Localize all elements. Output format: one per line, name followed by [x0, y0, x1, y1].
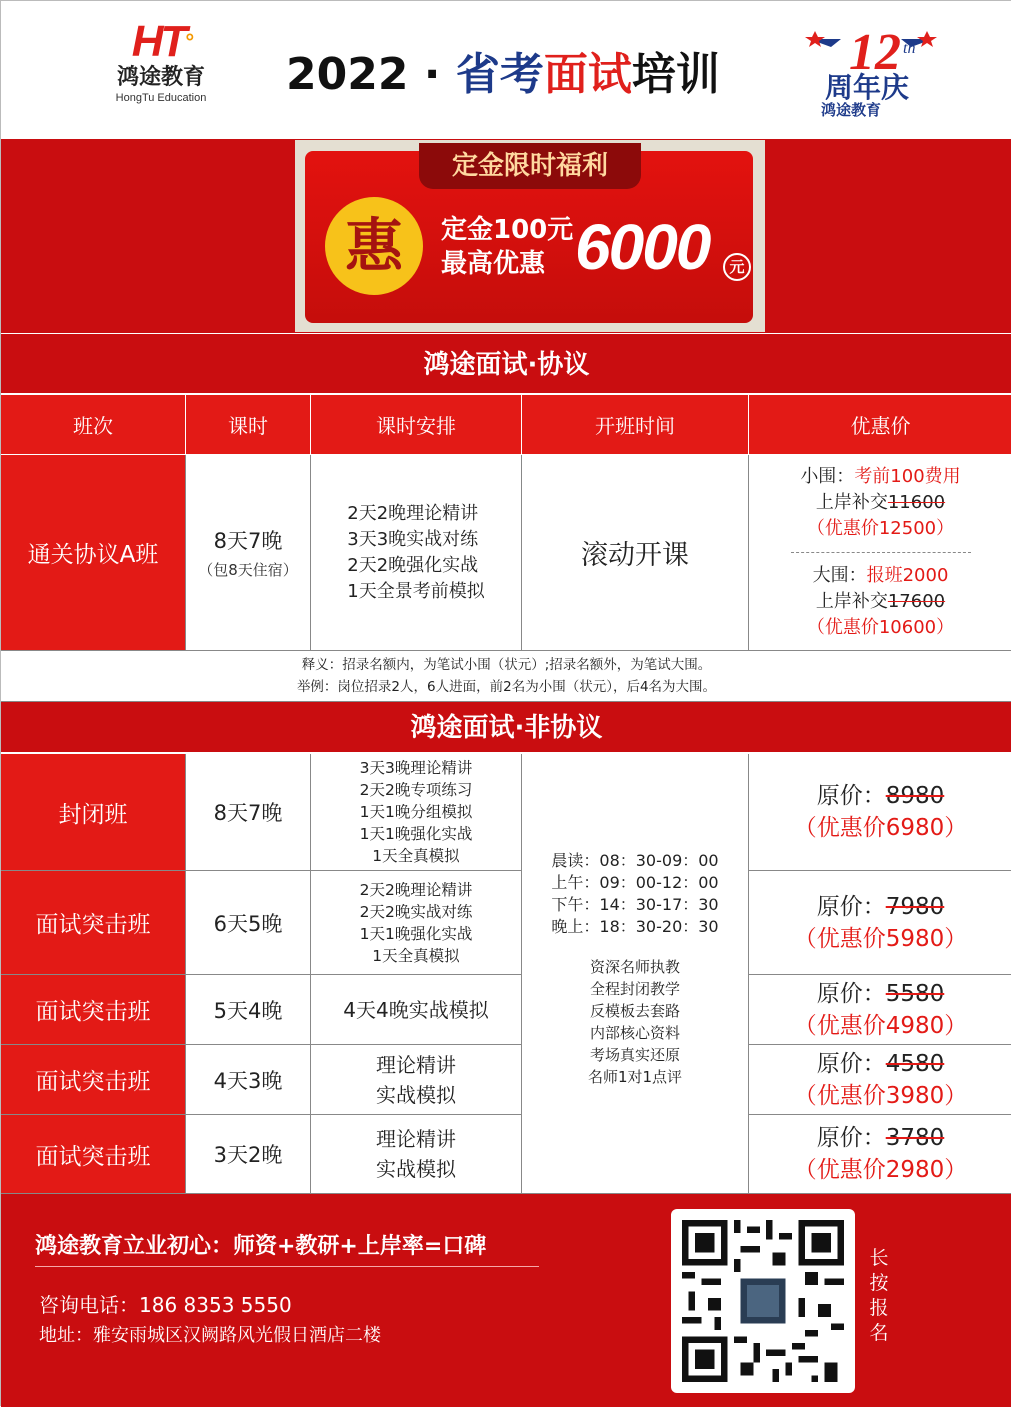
note-example: 举例：岗位招录2人，6人进面，前2名为小围（状元），后4名为大围。: [296, 679, 717, 695]
promo-unit: 元: [723, 253, 751, 281]
arrangement-item: 1天全真模拟: [372, 946, 460, 965]
arrangement-item: 2天2晚实战对练: [359, 902, 473, 921]
feature-item: 资深名师执教: [589, 958, 680, 976]
press-char: 名: [869, 1322, 889, 1344]
brand-logo: [101, 19, 221, 119]
class-name: 通关协议A班: [27, 542, 159, 568]
original-price-label: 原价：: [816, 893, 886, 920]
section-title-non-protocol: 鸿途面试·非协议: [1, 702, 1011, 754]
discount-price: （优惠价2980）: [793, 1157, 968, 1183]
hours-cell: [186, 455, 311, 651]
class-name-cell: [1, 1115, 186, 1194]
arrangement-item: 1天全真模拟: [372, 847, 460, 865]
feature-item: 内部核心资料: [589, 1024, 680, 1042]
anniversary-badge-icon: [801, 11, 941, 121]
class-name-cell: [1, 871, 186, 975]
schedule-cell: [522, 754, 749, 1194]
logo-mark-icon: HT°: [131, 17, 191, 66]
hours-cell: [186, 1115, 311, 1194]
title-blue: 省考: [455, 49, 544, 100]
class-hours: 3天2晚: [213, 1143, 283, 1167]
hours-cell: [186, 871, 311, 975]
promo-max: 最高优惠: [441, 249, 546, 279]
arrangement-item: 2天2晚理论精讲: [347, 502, 479, 524]
arrangement-cell: [311, 975, 522, 1045]
logo-cn-text: 鸿途教育: [116, 65, 205, 90]
arrangement-item: 4天4晚实战模拟: [343, 997, 489, 1022]
col-header-price: 优惠价: [749, 395, 1011, 455]
arrangement-list: [360, 757, 473, 867]
arrangement-item: 1天1晚强化实战: [359, 825, 473, 843]
original-price: [817, 891, 945, 923]
big-pay-label: 上岸补交: [815, 591, 888, 612]
class-hours: 4天3晚: [213, 1068, 283, 1093]
original-price: [817, 978, 945, 1010]
original-price-value: 4580: [885, 1050, 945, 1077]
big-label: 大围：: [812, 565, 867, 586]
feature-item: 名师1对1点评: [587, 1068, 683, 1086]
arrangement-item: 理论精讲: [376, 1127, 456, 1151]
original-price-label: 原价：: [816, 1125, 886, 1151]
schedule-item: 晚上：18：30-20：30: [551, 917, 719, 936]
section-title-protocol: 鸿途面试·协议: [1, 333, 1011, 395]
original-price: [817, 780, 945, 812]
promo-deposit: 定金100元: [441, 215, 574, 245]
original-price-value: 8980: [885, 783, 945, 809]
big-circle-line: [813, 563, 949, 589]
start-time: 滚动开课: [581, 540, 689, 571]
class-name-cell: [1, 754, 186, 871]
class-name-cell: [1, 1045, 186, 1115]
class-name-cell: [1, 455, 186, 651]
title-red: 面试: [543, 49, 632, 100]
arrangement-list: [376, 1124, 456, 1184]
price-cell: [749, 455, 1011, 651]
svg-text:th: th: [903, 40, 916, 57]
feature-list: [588, 956, 682, 1088]
daily-schedule: [551, 850, 718, 938]
original-price-value: 5580: [885, 980, 945, 1007]
page-title: [286, 45, 746, 105]
original-price-label: 原价：: [816, 980, 886, 1007]
svg-text:12: 12: [849, 24, 901, 81]
small-discount: （优惠价12500）: [806, 518, 955, 539]
class-name: 面试突击班: [35, 1143, 151, 1170]
arrangement-cell: [311, 1045, 522, 1115]
arrangement-item: 1天全景考前模拟: [347, 580, 485, 602]
big-discount: （优惠价10600）: [806, 617, 955, 638]
big-pay: 17600: [887, 591, 946, 612]
promo-tab: 定金限时福利: [419, 143, 641, 189]
title-year: 2022: [286, 49, 409, 100]
header: [1, 1, 1011, 139]
press-char: 长: [869, 1247, 889, 1269]
arrangement-item: 实战模拟: [376, 1157, 456, 1181]
arrangement-item: 2天2晚理论精讲: [359, 880, 473, 899]
hours-cell: [186, 975, 311, 1045]
hours-cell: [186, 754, 311, 871]
arrangement-cell: [311, 455, 522, 651]
protocol-note: [1, 651, 1011, 702]
contact-address: 地址：雅安雨城区汉阙路风光假日酒店二楼: [39, 1325, 381, 1346]
arrangement-item: 实战模拟: [376, 1082, 456, 1107]
arrangement-item: 3天3晚理论精讲: [359, 759, 473, 777]
press-to-register: [867, 1246, 891, 1346]
price-cell: [749, 1115, 1011, 1194]
col-header-hours: 课时: [186, 395, 311, 455]
small-circle-line: [800, 464, 960, 490]
small-fee: 考前100费用: [854, 466, 961, 487]
arrangement-item: 理论精讲: [376, 1052, 456, 1077]
start-cell: [522, 455, 749, 651]
class-hours: 5天4晚: [213, 998, 283, 1023]
original-price-label: 原价：: [816, 783, 886, 809]
schedule-item: 下午：14：30-17：30: [551, 895, 719, 914]
big-fee: 报班2000: [866, 565, 949, 586]
feature-item: 反模板去套路: [589, 1002, 680, 1020]
arrangement-item: 1天1晚强化实战: [359, 924, 473, 943]
promo-amount: 6000: [575, 211, 710, 283]
class-name: 面试突击班: [35, 912, 151, 938]
big-pay-line: [816, 589, 945, 615]
discount-price: （优惠价3980）: [793, 1082, 968, 1109]
hours-note: （包8天住宿）: [198, 561, 298, 579]
original-price-value: 3780: [885, 1125, 945, 1151]
price-cell: [749, 975, 1011, 1045]
original-price-label: 原价：: [816, 1050, 886, 1077]
small-pay-label: 上岸补交: [815, 492, 888, 513]
class-hours: 8天7晚: [213, 529, 283, 553]
arrangement-list: [376, 1050, 456, 1110]
price-cell: [749, 754, 1011, 871]
footer-slogan: 鸿途教育立业初心：师资+教研+上岸率=口碑: [35, 1234, 487, 1259]
small-pay-line: [816, 490, 945, 516]
original-price-value: 7980: [885, 893, 945, 920]
arrangement-cell: [311, 754, 522, 871]
arrangement-list: [347, 501, 484, 605]
press-char: 报: [869, 1297, 889, 1319]
arrangement-item: 2天2晚专项练习: [359, 781, 473, 799]
discount-price: （优惠价4980）: [793, 1012, 968, 1039]
original-price: [817, 1122, 945, 1154]
title-black: 培训: [631, 49, 720, 100]
arrangement-item: 1天1晚分组模拟: [359, 803, 473, 821]
price-divider: [791, 552, 971, 553]
schedule-item: 上午：09：00-12：00: [551, 873, 719, 892]
discount-price: （优惠价5980）: [793, 925, 968, 952]
small-label: 小围：: [800, 466, 855, 487]
discount-badge: 惠: [325, 197, 423, 295]
class-name: 封闭班: [58, 801, 128, 828]
class-name-cell: [1, 975, 186, 1045]
arrangement-item: 2天2晚强化实战: [347, 554, 479, 576]
col-header-arrangement: 课时安排: [311, 395, 522, 455]
feature-item: 考场真实还原: [589, 1046, 680, 1064]
feature-item: 全程封闭教学: [589, 980, 680, 998]
small-pay: 11600: [887, 492, 946, 513]
title-dot: ·: [423, 49, 441, 100]
contact-phone[interactable]: 咨询电话：186 8353 5550: [39, 1293, 292, 1317]
class-name: 面试突击班: [35, 999, 151, 1025]
discount-price: （优惠价6980）: [793, 815, 968, 841]
arrangement-list: [360, 879, 473, 967]
arrangement-cell: [311, 1115, 522, 1194]
svg-text:鸿途教育: 鸿途教育: [821, 101, 882, 119]
note-definition: 释义：招录名额内，为笔试小围（状元）;招录名额外，为笔试大围。: [301, 657, 712, 673]
price-cell: [749, 871, 1011, 975]
price-cell: [749, 1045, 1011, 1115]
class-name: 面试突击班: [35, 1069, 151, 1095]
press-char: 按: [869, 1272, 889, 1294]
schedule-item: 晨读：08：30-09：00: [551, 851, 719, 870]
svg-text:周年庆: 周年庆: [825, 71, 910, 104]
arrangement-item: 3天3晚实战对练: [347, 528, 479, 550]
class-hours: 8天7晚: [213, 801, 283, 825]
qr-code-icon[interactable]: [682, 1220, 844, 1382]
col-header-start: 开班时间: [522, 395, 749, 455]
slogan-underline: [35, 1266, 539, 1267]
col-header-class: 班次: [1, 395, 186, 455]
arrangement-cell: [311, 871, 522, 975]
logo-en-text: HongTu Education: [115, 92, 207, 104]
class-hours: 6天5晚: [213, 911, 283, 936]
hours-cell: [186, 1045, 311, 1115]
original-price: [817, 1048, 945, 1080]
